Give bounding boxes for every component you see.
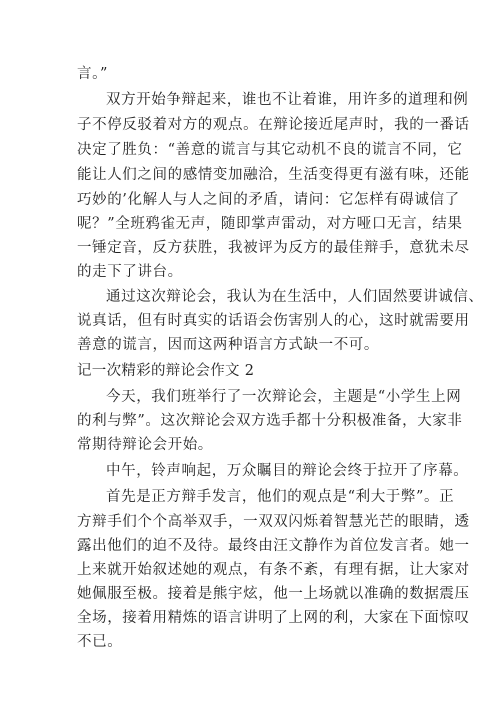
text-line: 常期待辩论会开始。 bbox=[77, 437, 213, 453]
text-line: 善意的谎言，因而这两种语言方式缺一不可。 bbox=[77, 337, 379, 353]
text-line: 上来就开始叙述她的观点，有条不紊，有理有据，让大家对 bbox=[77, 562, 470, 578]
text-line: 她佩服至极。接着是熊宇炫，他一上场就以准确的数据震压 bbox=[77, 586, 470, 602]
text-line: 全场，接着用精炼的语言讲明了上网的利，大家在下面惊叹 bbox=[77, 610, 470, 626]
text-line: 子不停反驳着对方的观点。在辩论接近尾声时，我的一番话 bbox=[77, 117, 470, 133]
paragraph-start-line: 中午，铃声响起，万众瞩目的辩论会终于拉开了序幕。 bbox=[106, 463, 469, 479]
text-line: 言。” bbox=[77, 66, 108, 82]
text-line: 不已。 bbox=[77, 634, 123, 650]
text-line: 呢？”全班鸦雀无声，随即掌声雷动，对方哑口无言，结果 bbox=[77, 216, 463, 232]
text-line: 的走下了讲台。 bbox=[77, 264, 183, 280]
text-line: 能让人们之间的感情变加融洽，生活变得更有滋有味，还能 bbox=[77, 167, 470, 183]
text-line: 说真话，但有时真实的话语会伤害别人的心，这时就需要用 bbox=[77, 313, 470, 329]
section-heading: 记一次精彩的辩论会作文 2 bbox=[77, 363, 255, 379]
text-line: 的利与弊”。这次辩论会双方选手都十分积极准备，大家非 bbox=[77, 413, 463, 429]
paragraph-start-line: 今天，我们班举行了一次辩论会，主题是“小学生上网 bbox=[106, 389, 462, 405]
text-line: 方辩手们个个高举双手，一双双闪烁着智慧光芒的眼睛，透 bbox=[77, 514, 470, 530]
text-line: 巧妙的’化解人与人之间的矛盾，请问：它怎样有碍诚信了 bbox=[77, 192, 460, 208]
paragraph-start-line: 通过这次辩论会，我认为在生活中，人们固然要讲诚信、 bbox=[106, 289, 484, 305]
text-line: 露出他们的迫不及待。最终由汪文静作为首位发言者。她一 bbox=[77, 538, 470, 554]
text-line: 一锤定音，反方获胜，我被评为反方的最佳辩手，意犹未尽 bbox=[77, 240, 470, 256]
paragraph-start-line: 首先是正方辩手发言，他们的观点是“利大于弊”。正 bbox=[106, 489, 455, 505]
text-line: 决定了胜负：“善意的谎言与其它动机不良的谎言不同，它 bbox=[77, 142, 463, 158]
paragraph-start-line: 双方开始争辩起来，谁也不让着谁，用许多的道理和例 bbox=[106, 92, 469, 108]
